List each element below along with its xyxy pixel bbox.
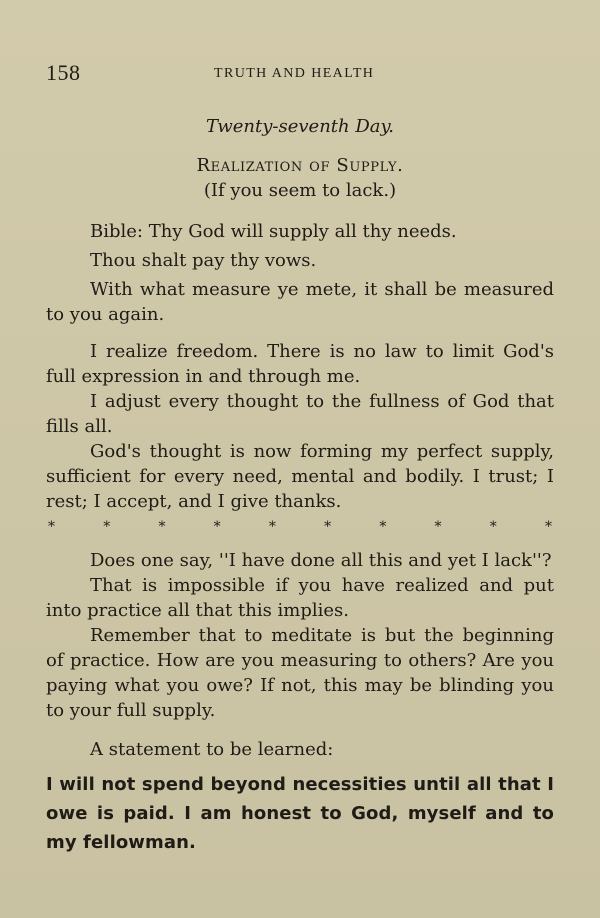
bible-verse: Thou shalt pay thy vows. — [90, 250, 317, 271]
separator-star: * — [268, 519, 276, 535]
separator-star: * — [103, 519, 111, 535]
separator-star: * — [379, 519, 387, 535]
day-title: Twenty-seventh Day. — [205, 116, 394, 137]
separator-star: * — [434, 519, 442, 535]
discussion-paragraph: Does one say, ''I have done all this and yet I lack''? — [90, 550, 552, 571]
section-gap — [46, 327, 554, 339]
separator-star: * — [213, 519, 221, 535]
page-header — [46, 60, 554, 88]
discussion-paragraph: That is impossible if you have realized and put into practice all that this implies. — [46, 575, 554, 621]
bible-verse: Bible: Thy God will supply all thy needs. — [90, 221, 457, 242]
separator-star: * — [158, 519, 166, 535]
lesson-subject: Realization of Supply. — [196, 155, 404, 176]
asterism-separator — [46, 516, 554, 538]
separator-star: * — [48, 519, 55, 535]
statement-text: I will not spend beyond necessities until all that I owe is paid. I am honest to God, myself and to my fellowman. — [46, 774, 554, 853]
running-head: TRUTH AND HEALTH — [214, 66, 375, 81]
separator-star: * — [544, 519, 552, 535]
page-body — [46, 114, 554, 857]
separator-star: * — [324, 519, 332, 535]
lesson-condition: (If you seem to lack.) — [203, 180, 397, 201]
bible-verse: With what measure ye mete, it shall be measured to you again. — [46, 279, 554, 325]
page-number: 158 — [46, 60, 81, 85]
statement-intro: A statement to be learned: — [90, 739, 334, 760]
separator-star: * — [489, 519, 497, 535]
discussion-paragraph: Remember that to meditate is but the beginning of practice. How are you measuring to others? Are you paying what you owe? If not, this may be blinding you to your full supply. — [46, 625, 554, 721]
affirmation-paragraph: God's thought is now forming my perfect supply, sufficient for every need, mental and bodily. I trust; I rest; I accept, and I give thanks. — [46, 441, 554, 512]
affirmation-paragraph: I realize freedom. There is no law to limit God's full expression in and through me. — [46, 341, 554, 387]
affirmation-paragraph: I adjust every thought to the fullness of God that fills all. — [46, 391, 554, 437]
